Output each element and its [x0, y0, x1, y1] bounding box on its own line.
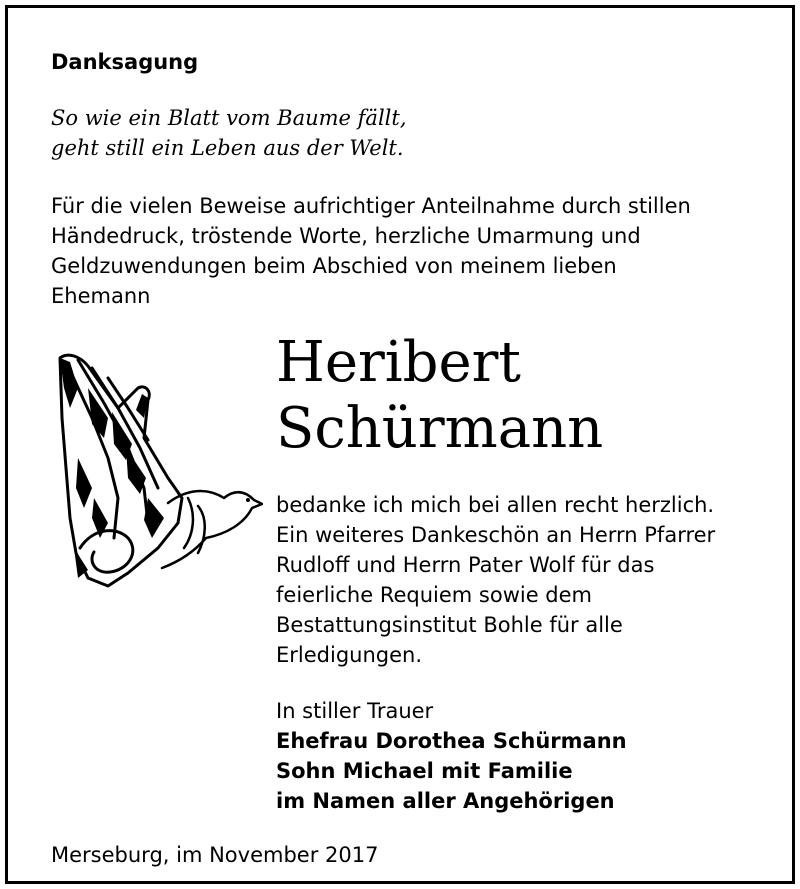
thanks-line: Ein weiteres Dankeschön an Herrn Pfarrer	[276, 523, 716, 547]
thanks-line: bedanke ich mich bei allen recht herzlich.	[276, 493, 715, 517]
place-date: Merseburg, im November 2017	[51, 843, 379, 867]
intro-line: Für die vielen Beweise aufrichtiger Anteilnahme durch stillen	[51, 194, 691, 218]
obituary-frame	[5, 5, 795, 884]
thanks-line: Rudloff und Herrn Pater Wolf für das	[276, 553, 655, 577]
intro-line: Ehemann	[51, 284, 151, 308]
intro-line: Händedruck, tröstende Worte, herzliche Umarmung und	[51, 224, 641, 248]
deceased-name	[276, 330, 603, 462]
heading: Danksagung	[51, 50, 199, 74]
poem-line: So wie ein Blatt vom Baume fällt,	[51, 106, 407, 130]
poem	[51, 103, 407, 163]
mourners-block	[276, 696, 627, 816]
thanks-line: feierliche Requiem sowie dem	[276, 583, 593, 607]
intro-line: Geldzuwendungen beim Abschied von meinem lieben	[51, 254, 617, 278]
deceased-last-name: Schürmann	[276, 396, 604, 461]
praying-hands-with-dove-icon	[48, 348, 263, 588]
thanks-line: Bestattungsinstitut Bohle für alle	[276, 613, 623, 637]
mourner-name: Ehefrau Dorothea Schürmann	[276, 729, 627, 753]
mourner-name: im Namen aller Angehörigen	[276, 789, 615, 813]
thanks-text	[276, 490, 776, 670]
thanks-line: Erledigungen.	[276, 643, 423, 667]
deceased-first-name: Heribert	[276, 330, 521, 395]
poem-line: geht still ein Leben aus der Welt.	[51, 136, 404, 160]
mourner-name: Sohn Michael mit Familie	[276, 759, 573, 783]
intro-text	[51, 191, 771, 311]
mourners-intro: In stiller Trauer	[276, 699, 434, 723]
